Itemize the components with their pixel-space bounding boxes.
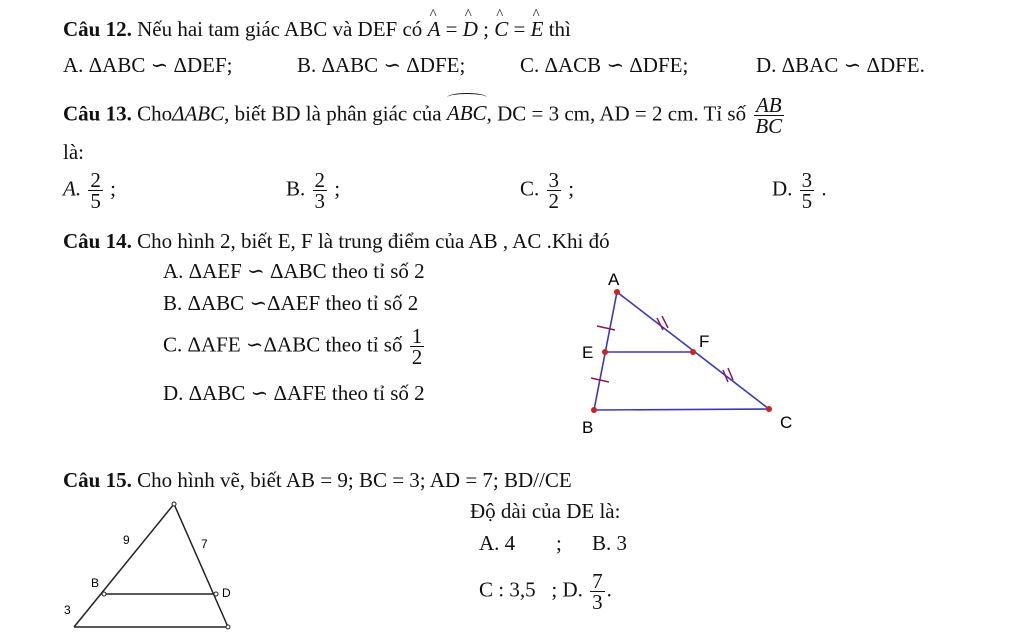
fraction-den: 3 [592,590,603,614]
q14-line [63,228,610,254]
q12-line: Câu 12. Nếu hai tam giác ABC và DEF có ^ A = ^ D ; ^ C = ^ E thì [63,16,571,42]
q12-text1: Nếu hai tam giác ABC và DEF có [137,17,423,41]
q13-label: Câu 13. [63,101,132,126]
point-b [591,407,597,413]
label-3: 3 [64,603,71,617]
label-b: B [582,418,594,437]
side-bc [594,409,769,410]
fraction [313,170,328,211]
figure-q15-triangle [50,495,260,633]
option-letter: B. [286,176,306,201]
q13-option-d [772,170,827,211]
q15-option-a: A. 4 [479,531,516,555]
point-e [226,625,230,629]
q15-text: Cho hình vẽ, biết AB = 9; BC = 3; AD = 7; BD//CE [137,468,572,492]
q13-option-a [63,170,116,211]
fraction-num: 2 [90,168,101,192]
side-left [74,504,174,627]
double-tick-af [657,316,668,330]
label-e: E [582,343,594,362]
label-7: 7 [201,537,208,551]
q12-option-b: B. ΔABC ∽ ΔDFE; [297,53,466,77]
option-letter: A. [63,176,82,201]
q15-option-c: C : 3,5 [479,577,536,602]
point-d [214,592,218,596]
fraction-one-half [410,326,425,367]
q12-option-a: A. ΔABC ∽ ΔDEF; [63,53,233,77]
fraction-den: 2 [411,345,423,369]
q15-line [63,467,572,493]
q13-line [63,95,786,136]
option-tail: . [821,176,827,201]
fraction-seven-thirds [590,571,605,612]
q13-text3: , DC = 3 cm, AD = 2 cm. Tỉ số [486,101,747,126]
q14-option-c [163,326,426,367]
q14-label: Câu 14. [63,229,132,253]
q13-continuation: là: [63,140,84,164]
figure-2-triangle [560,262,810,442]
q15-sep-a: ; [556,531,562,555]
point-f [690,349,696,355]
angle-abc-arc: ABC [447,96,487,126]
tick-ae [597,326,615,330]
q14-option-b: B. ΔABC ∽ΔAEF theo tỉ số 2 [163,291,419,315]
ratio-numerator: AB [755,93,782,117]
side-right [174,504,228,627]
label-9: 9 [123,533,130,547]
angle-d-hat: ^ D [463,16,478,42]
fraction [88,170,103,211]
point-a [614,289,620,295]
q13-text2: , biết BD là phân giác của [224,101,442,126]
q15-option-b: B. 3 [592,531,628,555]
point-c [766,406,772,412]
label-d: D [222,586,231,600]
q12-text2: thì [548,17,571,41]
option-tail: ; [568,176,575,201]
fraction [800,170,815,211]
ratio-ab-bc [753,95,784,136]
label-c: C [780,413,793,432]
fraction-den: 5 [801,189,813,213]
option-letter: C. [520,176,540,201]
q12-label: Câu 12. [63,17,132,41]
fraction-num: 7 [592,569,603,593]
fraction-num: 1 [411,324,423,348]
q12-option-c: C. ΔACB ∽ ΔDFE; [520,53,689,77]
q15-question: Độ dài của DE là: [470,499,621,523]
fraction-num: 2 [314,168,326,192]
q15-option-d-tail: . [606,577,612,602]
option-letter: D. [772,176,793,201]
point-b [102,592,106,596]
q15-option-d: D. [562,577,583,602]
q14-option-c-text: C. ΔAFE ∽ΔABC theo tỉ số [163,332,403,357]
fraction-den: 2 [548,189,560,213]
ratio-denominator: BC [755,114,783,138]
q14-option-d: D. ΔABC ∽ ΔAFE theo tỉ số 2 [163,381,425,405]
point-e [602,349,608,355]
q15-label: Câu 15. [63,468,132,492]
label-b: B [91,576,100,590]
q13-option-b [286,170,340,211]
q12-option-d: D. ΔBAC ∽ ΔDFE. [756,53,925,77]
fraction-den: 3 [314,189,326,213]
q13-option-c [520,170,574,211]
angle-c-hat: ^ C [494,16,508,42]
q15-sep-c: ; [551,577,558,602]
angle-a-hat: ^ A [428,16,441,42]
q13-triangle: ΔABC [172,101,225,126]
angle-e-hat: ^ E [531,16,544,42]
label-f: F [699,332,710,351]
fraction-num: 3 [801,168,813,192]
fraction-num: 3 [548,168,560,192]
label-a: A [608,270,620,289]
option-tail: ; [110,176,116,201]
q15-options-cd [479,571,612,612]
q14-text: Cho hình 2, biết E, F là trung điểm của AB , AC .Khi đó [137,229,610,253]
fraction [547,170,562,211]
vertex-top [172,502,176,506]
option-tail: ; [334,176,341,201]
q14-option-a: A. ΔAEF ∽ ΔABC theo tỉ số 2 [163,259,425,283]
q13-text1: Cho [137,101,173,126]
q12-sep: ; [483,17,489,41]
fraction-den: 5 [90,189,101,213]
